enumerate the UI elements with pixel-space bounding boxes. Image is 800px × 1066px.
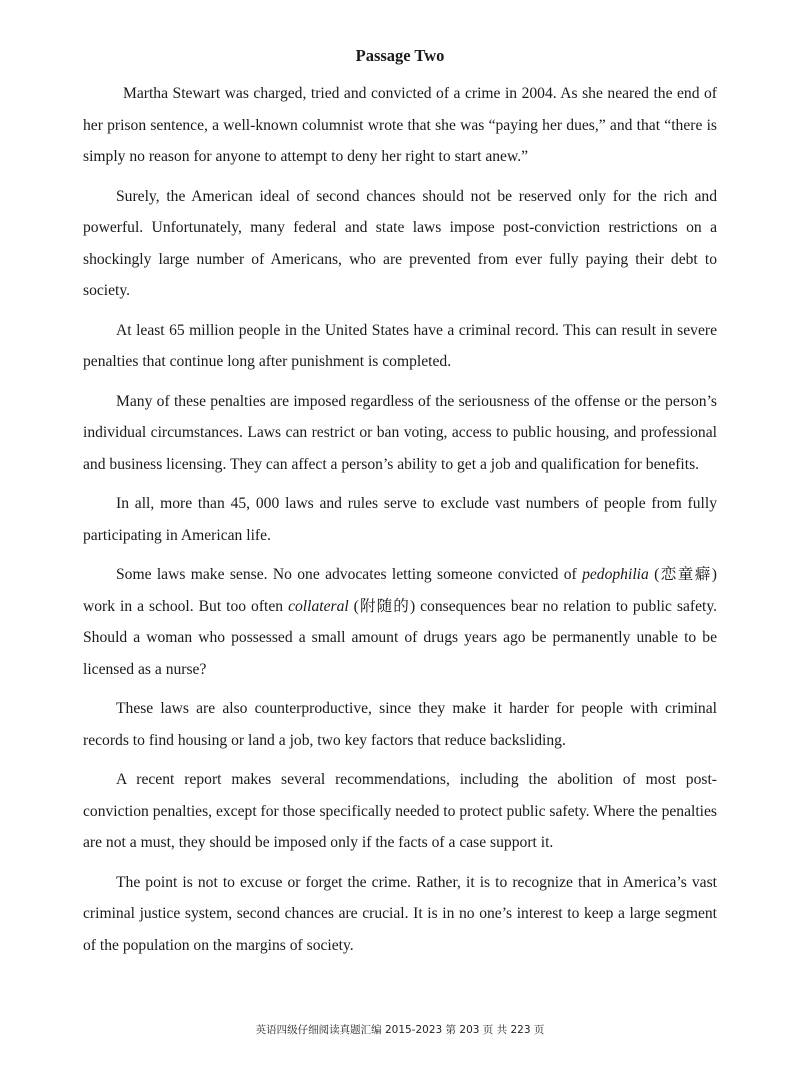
paragraph-8: A recent report makes several recommendations, including the abolition of most post-conviction penalties, except for those specifically needed to protect public safety. Where the penalties are not a must, they should be imposed only if the facts of a case support it. bbox=[83, 771, 717, 851]
paragraph-6-part-1: Some laws make sense. No one advocates letting someone convicted of bbox=[116, 566, 583, 583]
term-collateral: collateral bbox=[288, 597, 349, 615]
paragraph-5: In all, more than 45, 000 laws and rules serve to exclude vast numbers of people from fully participating in American life. bbox=[83, 495, 717, 544]
passage-title: Passage Two bbox=[355, 46, 445, 65]
paragraph-2: Surely, the American ideal of second chances should not be reserved only for the rich and powerful. Unfortunately, many federal and state laws impose post-conviction restrictions on a shockingly large number of Americans, who are prevented from ever fully paying their debt to society. bbox=[83, 187, 717, 299]
paragraph-1: Martha Stewart was charged, tried and convicted of a crime in 2004. As she neared the end of her prison sentence, a well-known columnist wrote that she was “paying her dues,” and that “there is simply no reason for anyone to attempt to deny her right to start anew.” bbox=[83, 85, 717, 165]
paragraph-6-part-2: (恋童癖) work in a school. But too often bbox=[83, 566, 717, 615]
footer-doc-title: 英语四级仔细阅读真题汇编 2015-2023 bbox=[255, 1024, 443, 1036]
paragraph-9: The point is not to excuse or forget the crime. Rather, it is to recognize that in America’s vast criminal justice system, second chances are crucial. It is in no one’s interest to keep a large segment of the population on the margins of society. bbox=[83, 873, 717, 954]
footer-page-prefix: 第 bbox=[445, 1024, 457, 1036]
paragraph-6-part-3: (附随的) consequences bear no relation to public safety. Should a woman who possessed a small amount of drugs years ago be permanently unable to be licensed as a nurse? bbox=[83, 597, 718, 678]
paragraph-3: At least 65 million people in the United States have a criminal record. This can result in severe penalties that continue long after punishment is completed. bbox=[83, 321, 717, 370]
passage-body bbox=[83, 78, 717, 969]
footer-page-number: 203 bbox=[459, 1024, 480, 1036]
page-footer bbox=[0, 1023, 800, 1037]
term-pedophilia: pedophilia bbox=[582, 566, 649, 583]
footer-page-unit: 页 bbox=[482, 1024, 494, 1036]
paragraph-4: Many of these penalties are imposed regardless of the seriousness of the offense or the person’s individual circumstances. Laws can restrict or ban voting, access to public housing, and professional and business licensing. They can affect a person’s ability to get a job and qualification for benefits. bbox=[83, 392, 717, 473]
footer-total-pages: 223 bbox=[510, 1024, 531, 1036]
paragraph-7: These laws are also counterproductive, since they make it harder for people with criminal records to find housing or land a job, two key factors that reduce backsliding. bbox=[83, 700, 717, 749]
footer-total-unit: 页 bbox=[533, 1024, 545, 1036]
paragraph-6 bbox=[83, 559, 717, 685]
footer-total-prefix: 共 bbox=[496, 1024, 508, 1036]
